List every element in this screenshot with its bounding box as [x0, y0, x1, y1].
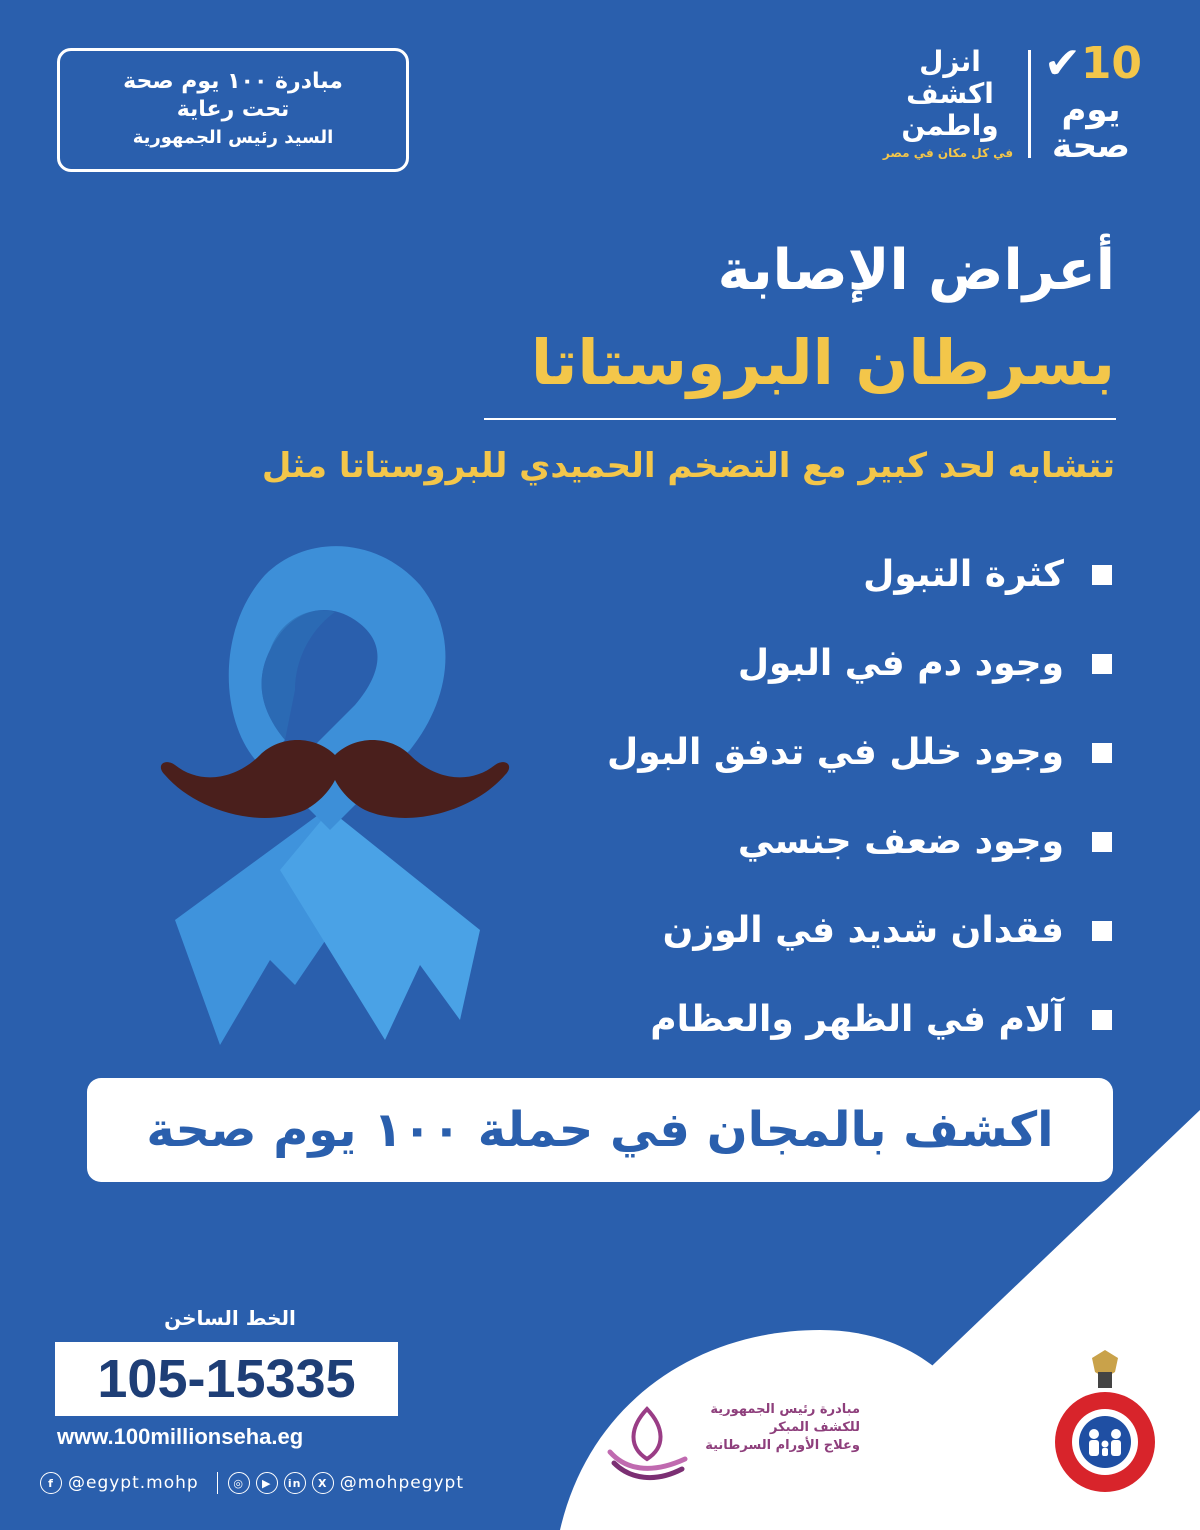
page-title-line-1: أعراض الإصابة	[717, 238, 1115, 303]
logo-seha: صحة	[1052, 126, 1130, 166]
bullet-square-icon	[1092, 1010, 1112, 1030]
awareness-ribbon-icon	[120, 540, 550, 1050]
list-item	[552, 797, 1112, 886]
initiative-line: للكشف المبكر	[770, 1420, 860, 1435]
initiative-logo	[600, 1395, 860, 1495]
linkedin-icon[interactable]: in	[284, 1472, 306, 1494]
bullet-square-icon	[1092, 654, 1112, 674]
social-handle[interactable]: @mohpegypt	[339, 1473, 464, 1493]
campaign-logo	[876, 40, 1148, 165]
list-item	[552, 530, 1112, 619]
hotline-label: الخط الساخن	[164, 1306, 296, 1330]
logo-divider	[1028, 50, 1031, 158]
list-item	[552, 975, 1112, 1064]
list-item	[552, 886, 1112, 975]
symptom-text: كثرة التبول	[863, 554, 1064, 595]
symptom-text: وجود خلل في تدفق البول	[607, 732, 1064, 773]
symptom-text: وجود ضعف جنسي	[737, 821, 1064, 862]
slogan-line: اكشف	[906, 77, 994, 110]
initiative-text	[690, 1401, 860, 1455]
bullet-square-icon	[1092, 832, 1112, 852]
symptom-text: آلام في الظهر والعظام	[650, 999, 1064, 1040]
facebook-icon[interactable]: f	[40, 1472, 62, 1494]
subtitle: تتشابه لحد كبير مع التضخم الحميدي للبروستاتا مثل	[261, 446, 1115, 486]
social-divider	[217, 1472, 218, 1494]
social-bar	[40, 1470, 472, 1496]
title-divider	[484, 418, 1116, 420]
bullet-square-icon	[1092, 743, 1112, 763]
slogan-line: انزل	[919, 45, 981, 78]
logo-tagline: في كل مكان في مصر	[882, 146, 1014, 160]
instagram-icon[interactable]: ◎	[228, 1472, 250, 1494]
logo-yom: يوم	[1061, 90, 1121, 130]
ministry-of-health-logo	[1030, 1350, 1180, 1500]
bullet-square-icon	[1092, 565, 1112, 585]
initiative-line: مبادرة رئيس الجمهورية	[710, 1402, 860, 1417]
slogan-line: واطمن	[901, 109, 999, 142]
list-item	[552, 619, 1112, 708]
sponsor-line-1: مبادرة ١٠٠ يوم صحة	[123, 69, 343, 94]
youtube-icon[interactable]: ▶	[256, 1472, 278, 1494]
facebook-handle[interactable]: @egypt.mohp	[68, 1473, 199, 1493]
symptom-text: وجود دم في البول	[737, 643, 1064, 684]
list-item	[552, 708, 1112, 797]
symptoms-list	[552, 530, 1112, 1064]
sponsor-line-2: تحت رعاية	[176, 97, 290, 122]
checkmark-icon: ✔	[1043, 38, 1081, 89]
symptom-text: فقدان شديد في الوزن	[662, 910, 1064, 951]
bullet-square-icon	[1092, 921, 1112, 941]
sponsor-box	[57, 48, 409, 172]
cta-banner: اكشف بالمجان في حملة ١٠٠ يوم صحة	[87, 1078, 1113, 1182]
page-title-line-2: بسرطان البروستاتا	[530, 326, 1115, 399]
sponsor-line-3: السيد رئيس الجمهورية	[132, 127, 334, 148]
website-link[interactable]: www.100millionseha.eg	[57, 1424, 304, 1449]
x-icon[interactable]: X	[312, 1472, 334, 1494]
hands-lotus-icon	[600, 1397, 695, 1492]
logo-slogan	[880, 46, 1020, 142]
hotline-number[interactable]: 105-15335	[55, 1342, 398, 1416]
initiative-line: وعلاج الأورام السرطانية	[705, 1438, 860, 1453]
logo-number: 10✔	[1043, 38, 1143, 89]
